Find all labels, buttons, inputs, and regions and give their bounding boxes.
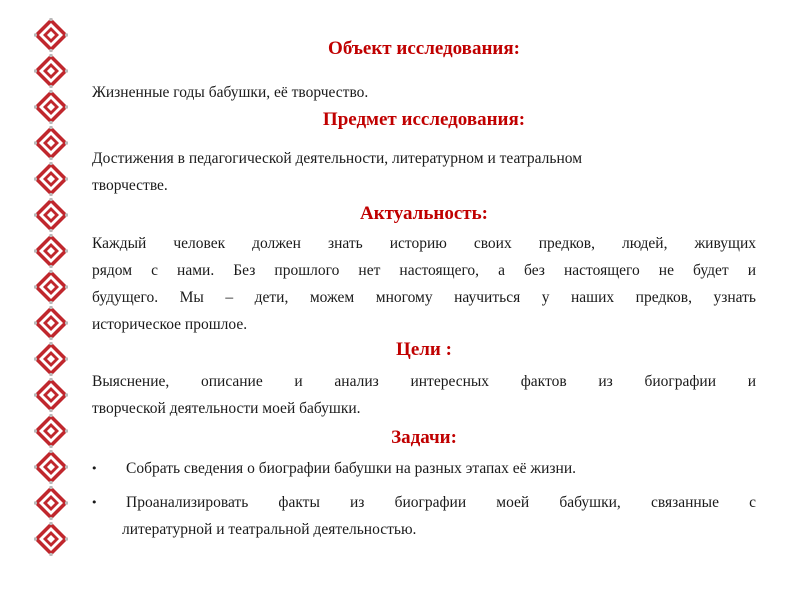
- relevance-title: Актуальность:: [360, 203, 488, 224]
- ornament-border-icon: [34, 18, 68, 558]
- goals-line-2: творческой деятельности моей бабушки.: [92, 400, 361, 417]
- ornament-motif-icon: [34, 306, 68, 340]
- ornament-motif-icon: [34, 486, 68, 520]
- ornament-motif-icon: [34, 342, 68, 376]
- ornament-motif-icon: [34, 54, 68, 88]
- ornament-motif-icon: [34, 378, 68, 412]
- task-item-1-text: Собрать сведения о биографии бабушки на разных этапах её жизни.: [126, 460, 577, 477]
- goals-line-1: Выяснение, описание и анализ интересных фактов из биографии и: [92, 373, 756, 390]
- subject-title: Предмет исследования:: [322, 109, 526, 130]
- ornament-motif-icon: [34, 414, 68, 448]
- bullet-icon: •: [91, 496, 98, 509]
- relevance-line-2: рядом с нами. Без прошлого нет настоящего, а без настоящего не будет и: [92, 262, 756, 279]
- relevance-line-4: историческое прошлое.: [92, 316, 248, 333]
- ornament-motif-icon: [34, 270, 68, 304]
- relevance-line-1: Каждый человек должен знать историю своих предков, людей, живущих: [92, 235, 756, 252]
- tasks-title: Задачи:: [391, 427, 457, 448]
- goals-title: Цели :: [396, 339, 452, 360]
- ornament-motif-icon: [34, 90, 68, 124]
- ornament-motif-icon: [34, 18, 68, 52]
- ornament-motif-icon: [34, 126, 68, 160]
- ornament-motif-icon: [34, 234, 68, 268]
- ornament-motif-icon: [34, 198, 68, 232]
- subject-text-line-1: Достижения в педагогической деятельности, литературном и театральном: [92, 150, 583, 167]
- ornament-motif-icon: [34, 162, 68, 196]
- task-item-2-line-2: литературной и театральной деятельностью.: [122, 521, 417, 538]
- task-item-2-line-1: Проанализировать факты из биографии моей бабушки, связанные с: [126, 494, 756, 511]
- relevance-line-3: будущего. Мы – дети, можем многому научиться у наших предков, узнать: [92, 289, 756, 306]
- object-title: Объект исследования:: [328, 38, 520, 59]
- object-text: Жизненные годы бабушки, её творчество.: [92, 84, 369, 101]
- bullet-icon: •: [91, 462, 98, 475]
- ornament-motif-icon: [34, 450, 68, 484]
- ornament-motif-icon: [34, 522, 68, 556]
- subject-text-line-2: творчестве.: [92, 177, 168, 194]
